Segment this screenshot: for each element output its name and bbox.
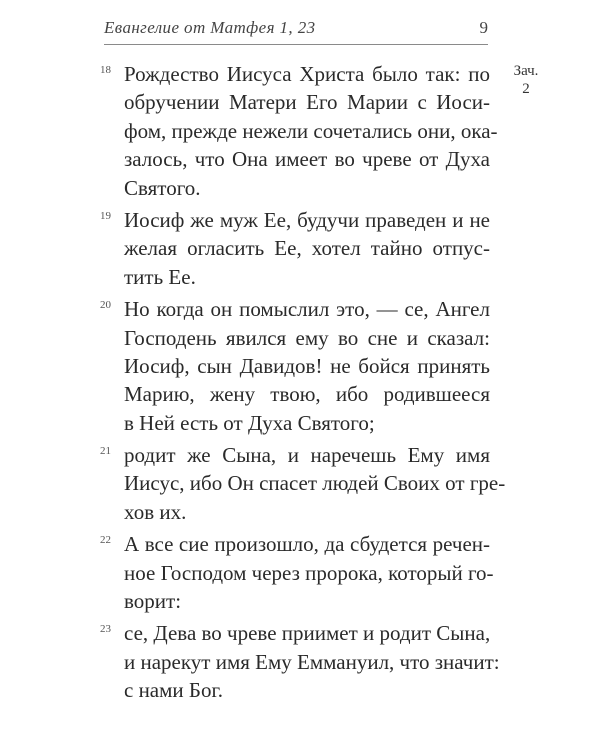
- verse-line: Иосиф, сын Давидов! не бойся принять: [124, 353, 490, 378]
- verse-22: [100, 530, 494, 615]
- verse-line: в Ней есть от Духа Святого;: [124, 410, 375, 435]
- verse-text: [124, 441, 506, 526]
- verse-number: 20: [100, 299, 111, 312]
- margin-note-label: Зач.: [513, 63, 539, 79]
- verse-line: с нами Бог.: [124, 678, 223, 703]
- margin-note-number: 2: [522, 81, 530, 97]
- page-number: 9: [479, 18, 488, 37]
- verse-line: Иосиф же муж Ее, будучи праведен и не: [124, 207, 490, 232]
- verse-line: Рождество Иисуса Христа было так: по: [124, 62, 490, 86]
- verse-line: Господень явился ему во сне и сказал:: [124, 325, 490, 350]
- verse-23: [100, 619, 500, 704]
- verse-line: Святого.: [124, 175, 201, 200]
- verse-line: се, Дева во чреве приимет и родит Сына,: [124, 621, 491, 646]
- verse-list: [100, 60, 506, 709]
- verse-line: родит же Сына, и наречешь Ему имя: [124, 443, 490, 468]
- verse-line: ворит:: [124, 589, 182, 614]
- verse-line: обручении Матери Его Марии с Иоси-: [124, 90, 490, 115]
- verse-18: [100, 60, 498, 202]
- verse-line: желая огласить Ее, хотел тайно отпус-: [124, 236, 490, 261]
- verse-line: Иисус, ибо Он спасет людей Своих от гре-: [124, 471, 506, 496]
- verse-line: хов их.: [124, 499, 187, 524]
- verse-21: [100, 441, 506, 526]
- verse-text: [124, 60, 498, 202]
- verse-line: фом, прежде нежели сочетались они, ока-: [124, 118, 498, 143]
- verse-line: ное Господом через пророка, который го-: [124, 560, 494, 585]
- verse-number: 23: [100, 623, 111, 636]
- running-header: [104, 18, 488, 45]
- verse-line: и нарекут имя Ему Еммануил, что значит:: [124, 649, 500, 674]
- verse-number: 21: [100, 445, 111, 458]
- margin-reading-note: [506, 62, 546, 98]
- verse-line: Марию, жену твою, ибо родившееся: [124, 382, 490, 407]
- verse-line: А все сие произошло, да сбудется речен-: [124, 532, 490, 557]
- verse-line: Но когда он помыслил это, — се, Ангел: [124, 297, 490, 322]
- verse-number: 19: [100, 209, 111, 222]
- verse-line: тить Ее.: [124, 264, 196, 289]
- verse-20: [100, 295, 490, 437]
- verse-line: залось, что Она имеет во чреве от Духа: [124, 147, 490, 172]
- running-title: Евангелие от Матфея 1, 23: [104, 18, 316, 37]
- verse-text: [124, 206, 490, 291]
- verse-19: [100, 206, 490, 291]
- verse-text: [124, 295, 490, 437]
- verse-number: 22: [100, 534, 111, 547]
- verse-text: [124, 530, 494, 615]
- verse-number: 18: [100, 64, 111, 76]
- verse-text: [124, 619, 500, 704]
